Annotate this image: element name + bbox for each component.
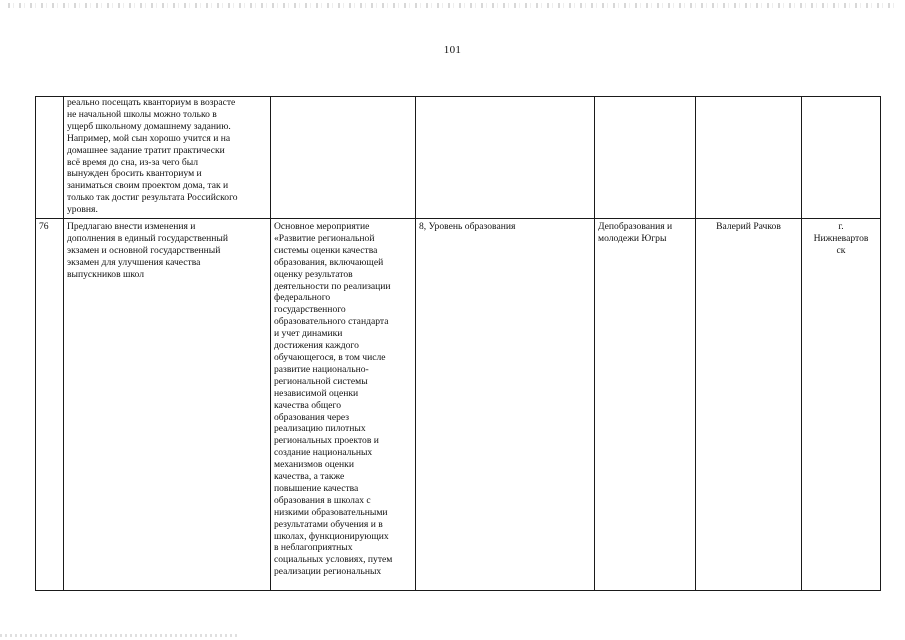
cell-proposal: реально посещать кванториум в возрасте не начальной школы можно только в ущерб школьному домашнему заданию. Например, мой сын хорошо учится и на домашнее задание тратит практически всё время до сна, из-за чего был вынужден бросить кванториум и заниматься своим проектом дома, так и только так достиг результата Российского уровня.: [64, 97, 271, 219]
cell-number: [36, 97, 64, 219]
cell-location: [802, 97, 881, 219]
cell-measure: Основное мероприятие «Развитие региональной системы оценки качества образования, включающей оценку результатов деятельности по реализации федерального государственного образовательного стандарта и учет динамики достижения каждого обучающегося, в том числе развитие национально- региональной системы независимой оценки качества общего образования через реализацию пилотных региональных проектов и создание национальных механизмов оценки качества, а также повышение качества образования в школах с низкими образовательными результатами обучения и в школах, функционирующих в неблагоприятных социальных условиях, путем реализации региональных: [271, 219, 416, 591]
cell-person: [696, 97, 802, 219]
cell-category: [416, 97, 595, 219]
cell-proposal: Предлагаю внести изменения и дополнения в единый государственный экзамен и основной государственный экзамен для улучшения качества выпускников школ: [64, 219, 271, 591]
cell-location: г. Нижневартов ск: [802, 219, 881, 591]
cell-category: 8, Уровень образования: [416, 219, 595, 591]
cell-department: Депобразования и молодежи Югры: [595, 219, 696, 591]
page-number: 101: [443, 44, 462, 56]
scan-artifact-top: [8, 3, 897, 8]
scan-artifact-bottom: [0, 634, 240, 637]
appeals-table: [35, 96, 881, 591]
cell-number: 76: [36, 219, 64, 591]
table-row-continuation: [36, 97, 881, 219]
cell-measure: [271, 97, 416, 219]
cell-department: [595, 97, 696, 219]
table-row-76: [36, 219, 881, 591]
cell-person: Валерий Рачков: [696, 219, 802, 591]
